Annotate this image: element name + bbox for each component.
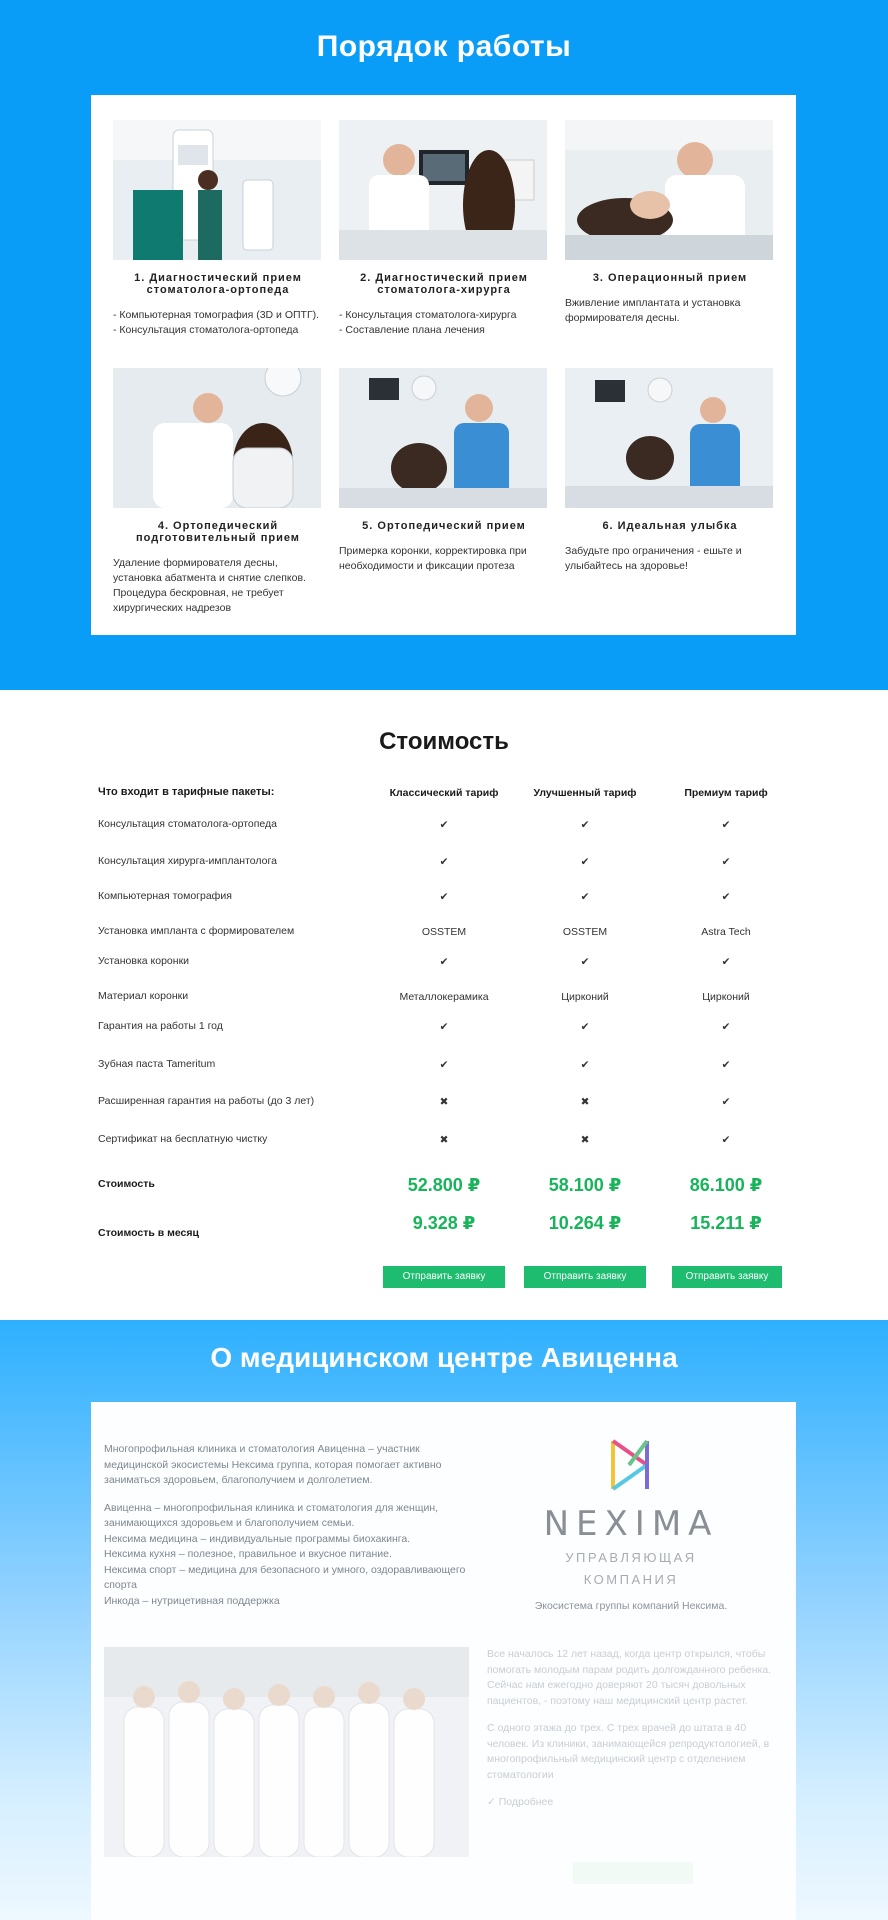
- step-description: Забудьте про ограничения - ешьте и улыбайтесь на здоровье!: [565, 545, 742, 572]
- step-4: [113, 368, 323, 616]
- about-list-item: Инкода – нутрицетивная поддержка: [104, 1594, 280, 1607]
- pricing-table-header: [0, 783, 888, 803]
- monthly-label: Стоимость в месяц: [98, 1227, 199, 1239]
- process-card: [91, 95, 796, 635]
- process-section: [0, 0, 888, 690]
- check-icon: ✔: [580, 819, 590, 831]
- about-card: [91, 1402, 796, 1920]
- feature-value-improved: Цирконий: [561, 991, 609, 1003]
- about-title: О медицинском центре Авиценна: [210, 1342, 678, 1373]
- step-description: [565, 296, 775, 326]
- pricing-section: [0, 690, 888, 1320]
- feature-label: Консультация хирурга-имплантолога: [98, 855, 277, 867]
- check-icon: ✔: [721, 891, 731, 903]
- table-header-label: Что входит в тарифные пакеты:: [98, 786, 275, 798]
- check-icon: ✔: [721, 1134, 731, 1146]
- check-icon: ✔: [580, 956, 590, 968]
- feature-row: [0, 1017, 888, 1037]
- monthly-premium: 15.211 ₽: [690, 1213, 762, 1233]
- check-icon: ✔: [439, 856, 449, 868]
- about-intro: Многопрофильная клиника и стоматология Авиценна – участник медицинской экосистемы Нексима группа, которая помогает активно заниматься здоровьем, благополучием и долголетием.: [104, 1443, 442, 1486]
- step-title: 5. Ортопедический прием: [362, 520, 526, 532]
- submit-request-button-improved[interactable]: Отправить заявку: [524, 1266, 646, 1288]
- step-4-photo: [113, 368, 321, 508]
- feature-label: Расширенная гарантия на работы (до 3 лет): [98, 1095, 315, 1107]
- feature-label: Компьютерная томография: [98, 890, 232, 902]
- feature-value-classic: Металлокерамика: [399, 991, 489, 1003]
- feature-row: [0, 1055, 888, 1075]
- step-desc-line: - Составление плана лечения: [339, 324, 485, 336]
- monthly-price-row: [0, 1213, 888, 1239]
- step-1-photo: [113, 120, 321, 260]
- check-icon: ✔: [721, 956, 731, 968]
- step-2-photo: [339, 120, 547, 260]
- step-6-photo: [565, 368, 773, 508]
- submit-request-button-classic[interactable]: Отправить заявку: [383, 1266, 505, 1288]
- step-description: Примерка коронки, корректировка при необходимости и фиксации протеза: [339, 545, 527, 572]
- step-3: [565, 120, 775, 326]
- check-icon: ✔: [439, 891, 449, 903]
- faded-button[interactable]: [573, 1862, 693, 1884]
- nexima-logo-block: [501, 1437, 761, 1612]
- step-description: [113, 308, 323, 338]
- button-row: [0, 1266, 888, 1288]
- check-icon: ✔: [580, 856, 590, 868]
- about-text: [104, 1442, 469, 1609]
- plan-premium-header: Премиум тариф: [684, 787, 768, 799]
- step-desc-line: - Консультация стоматолога-хирурга: [339, 309, 517, 321]
- about-list-item: Нексима кухня – полезное, правильное и вкусное питание.: [104, 1548, 392, 1560]
- monthly-improved: 10.264 ₽: [548, 1213, 622, 1233]
- check-icon: ✔: [580, 891, 590, 903]
- chevron-down-icon: ✓: [487, 1796, 496, 1808]
- step-3-photo: [565, 120, 773, 260]
- plan-improved-header: Улучшенный тариф: [533, 787, 637, 799]
- check-icon: ✔: [721, 1021, 731, 1033]
- feature-row: [0, 887, 888, 907]
- price-improved: 58.100 ₽: [548, 1175, 622, 1195]
- monthly-classic: 9.328 ₽: [412, 1213, 476, 1233]
- feature-label: Установка импланта с формирователем: [98, 925, 295, 937]
- check-icon: ✔: [580, 1021, 590, 1033]
- step-title: 2. Диагностический прием стоматолога-хирурга: [360, 272, 528, 296]
- history-paragraph: Все началось 12 лет назад, когда центр открылся, чтобы помогать молодым парам родить долгожданного ребенка. Сейчас нам ежегодно доверяют 20 тысяч довольных пациентов, - поэтому наш медицинский центр растет.: [487, 1648, 772, 1707]
- logo-caption: Экосистема группы компаний Нексима.: [534, 1600, 728, 1612]
- about-list-item: Авиценна – многопрофильная клиника и стоматология для женщин, занимающихся здоровьем и благополучием семьи.: [104, 1501, 439, 1529]
- check-icon: ✔: [721, 856, 731, 868]
- feature-label: Установка коронки: [98, 955, 190, 967]
- step-desc-line: Вживление имплантата и установка формирователя десны.: [565, 297, 741, 324]
- feature-row: [0, 852, 888, 872]
- about-section: [0, 1320, 888, 1920]
- price-label: Стоимость: [98, 1178, 155, 1190]
- step-title: 6. Идеальная улыбка: [602, 520, 738, 532]
- cross-icon: ✖: [439, 1134, 449, 1146]
- check-icon: ✔: [721, 1059, 731, 1071]
- pricing-title: Стоимость: [379, 728, 509, 755]
- team-photo: [104, 1647, 469, 1857]
- step-title: 1. Диагностический прием стоматолога-ортопеда: [134, 272, 302, 296]
- feature-value-premium: Цирконий: [702, 991, 750, 1003]
- about-history: [487, 1647, 787, 1811]
- step-description: Удаление формирователя десны, установка абатмента и снятие слепков. Процедура бескровная, не требует хирургических надрезов: [113, 557, 306, 614]
- feature-row: [0, 1092, 888, 1112]
- plan-classic-header: Классический тариф: [389, 787, 499, 799]
- feature-row: [0, 952, 888, 972]
- step-title: 3. Операционный прием: [592, 272, 748, 284]
- step-5-photo: [339, 368, 547, 508]
- about-list-item: Нексима медицина – индивидуальные программы биохакинга.: [104, 1532, 411, 1545]
- step-2: [339, 120, 549, 338]
- step-desc-line: - Консультация стоматолога-ортопеда: [113, 324, 299, 336]
- feature-label: Сертификат на бесплатную чистку: [98, 1133, 268, 1145]
- feature-label: Материал коронки: [98, 990, 189, 1002]
- history-paragraph: С одного этажа до трех. С трех врачей до штата в 40 человек. Из клиники, занимающейся репродуктологией, в многопрофильный медицинский центр с отделением стоматологии: [487, 1722, 770, 1781]
- process-title: Порядок работы: [316, 30, 572, 63]
- check-icon: ✔: [439, 1059, 449, 1071]
- logo-subtitle-1: УПРАВЛЯЮЩАЯ: [565, 1550, 697, 1565]
- logo-subtitle-2: КОМПАНИЯ: [583, 1572, 679, 1587]
- check-icon: ✔: [721, 1096, 731, 1108]
- feature-label: Консультация стоматолога-ортопеда: [98, 818, 277, 830]
- submit-request-button-premium[interactable]: Отправить заявку: [672, 1266, 782, 1288]
- price-row: [0, 1175, 888, 1195]
- nexima-wordmark: NEXIMA: [543, 1504, 719, 1544]
- cross-icon: ✖: [580, 1096, 590, 1108]
- price-classic: 52.800 ₽: [407, 1175, 481, 1195]
- about-list-item: Нексима спорт – медицина для безопасного и умного, оздоравливающего спорта: [104, 1563, 466, 1591]
- price-premium: 86.100 ₽: [689, 1175, 763, 1195]
- step-1: [113, 120, 323, 338]
- check-icon: ✔: [439, 956, 449, 968]
- step-title: 4. Ортопедический подготовительный прием: [136, 520, 300, 544]
- step-5: [339, 368, 549, 574]
- step-6: [565, 368, 775, 574]
- feature-value-classic: OSSTEM: [421, 926, 467, 938]
- feature-row: [0, 815, 888, 835]
- check-icon: ✔: [721, 819, 731, 831]
- more-link[interactable]: [487, 1795, 787, 1811]
- step-desc-line: - Компьютерная томография (3D и ОПТГ).: [113, 309, 320, 321]
- cross-icon: ✖: [439, 1096, 449, 1108]
- check-icon: ✔: [439, 1021, 449, 1033]
- feature-value-premium: Astra Tech: [701, 926, 751, 938]
- check-icon: ✔: [580, 1059, 590, 1071]
- feature-row: [0, 922, 888, 942]
- feature-row: [0, 1130, 888, 1150]
- nexima-logo-icon: [607, 1437, 655, 1493]
- feature-row: [0, 987, 888, 1007]
- cross-icon: ✖: [580, 1134, 590, 1146]
- feature-label: Гарантия на работы 1 год: [98, 1020, 223, 1032]
- feature-label: Зубная паста Tameritum: [98, 1058, 216, 1070]
- step-description: [339, 308, 549, 338]
- about-list: [104, 1501, 469, 1610]
- feature-value-improved: OSSTEM: [562, 926, 608, 938]
- check-icon: ✔: [439, 819, 449, 831]
- more-link-label: Подробнее: [498, 1796, 554, 1808]
